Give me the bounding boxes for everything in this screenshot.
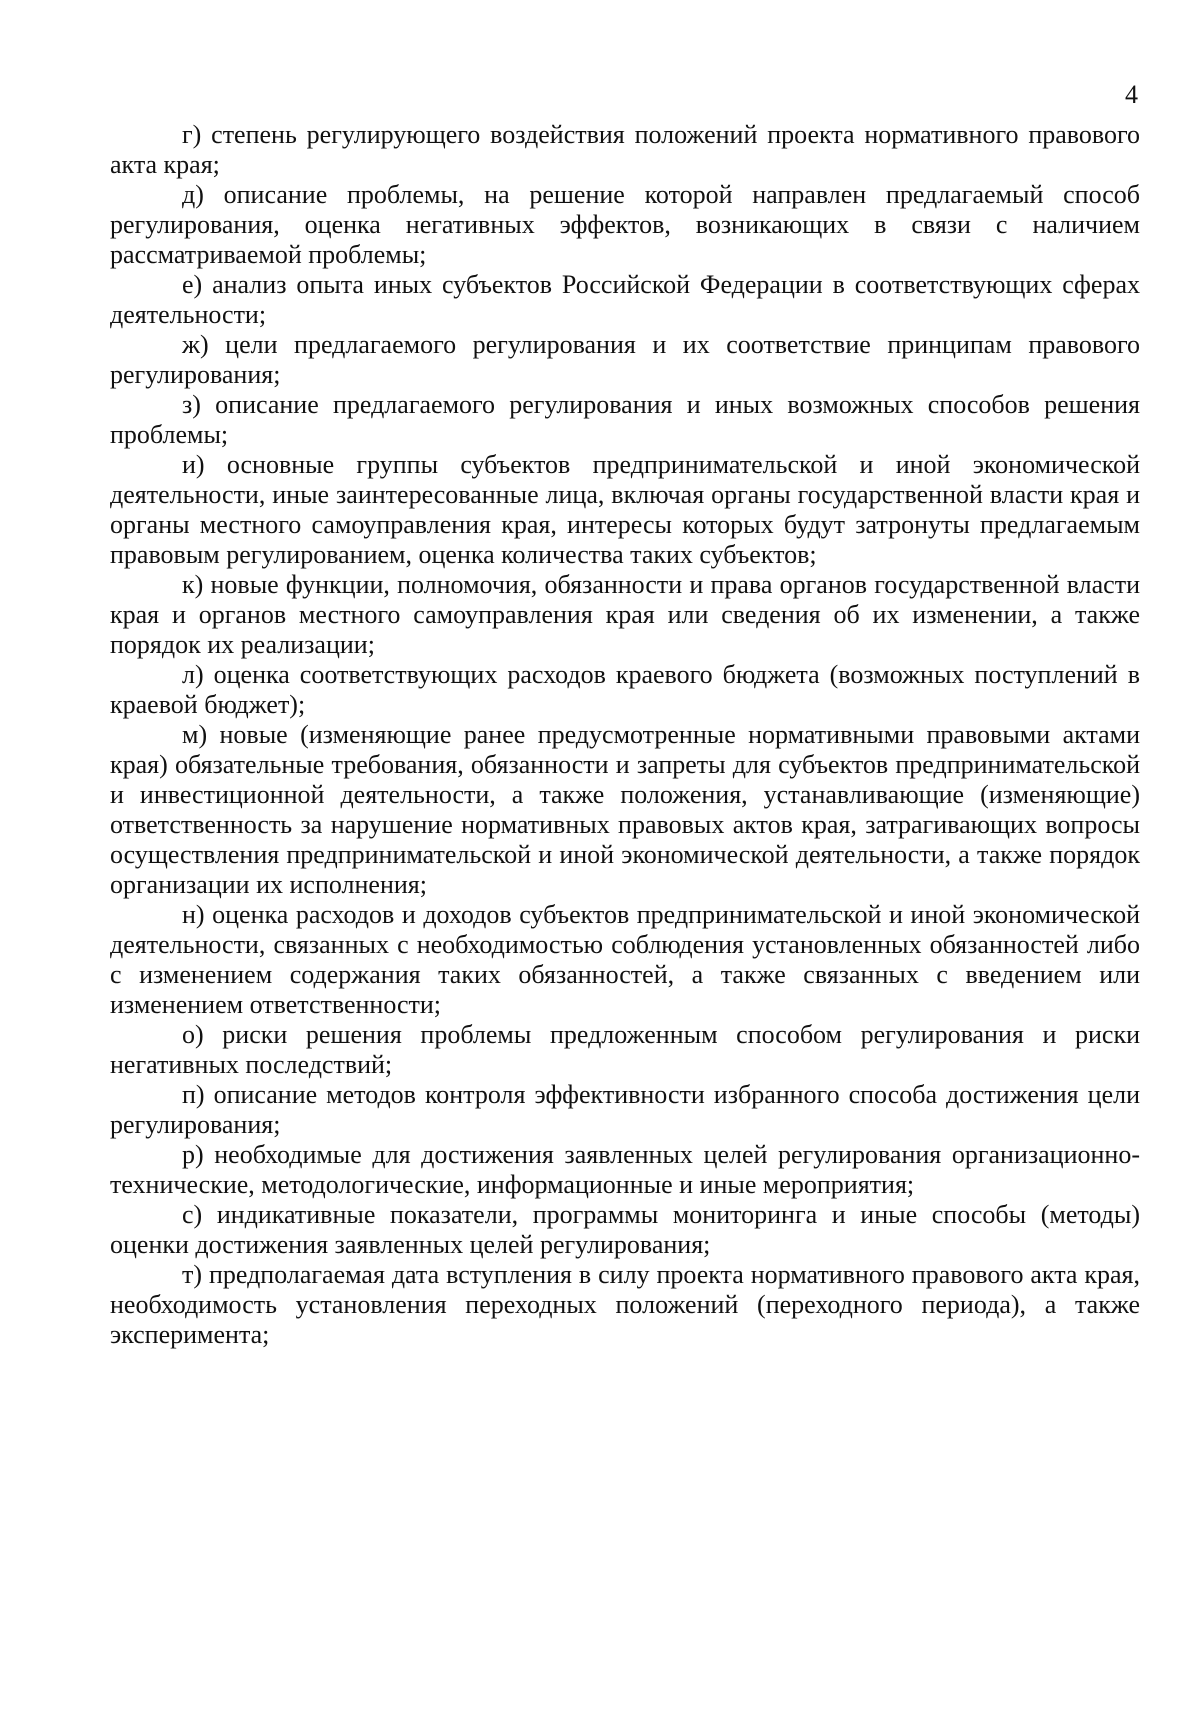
paragraph-i: и) основные группы субъектов предпринимательской и иной экономической деятельности, иные заинтересованные лица, включая органы государственной власти края и органы местного самоуправления края, интересы которых будут затронуты предлагаемым правовым регулированием, оценка количества таких субъектов;: [110, 450, 1140, 569]
paragraph-n: н) оценка расходов и доходов субъектов предпринимательской и иной экономической деятельности, связанных с необходимостью соблюдения установленных обязанностей либо с изменением содержания таких обязанностей, а также связанных с введением или изменением ответственности;: [110, 900, 1140, 1019]
page-number: 4: [1125, 80, 1138, 109]
paragraph-p: п) описание методов контроля эффективности избранного способа достижения цели регулирования;: [110, 1080, 1140, 1139]
paragraph-z: з) описание предлагаемого регулирования и иных возможных способов решения проблемы;: [110, 390, 1140, 449]
paragraph-r: р) необходимые для достижения заявленных целей регулирования организационно-технические, методологические, информационные и иные мероприятия;: [110, 1140, 1140, 1199]
paragraph-g: г) степень регулирующего воздействия положений проекта нормативного правового акта края;: [110, 120, 1140, 179]
paragraph-l: л) оценка соответствующих расходов краевого бюджета (возможных поступлений в краевой бюджет);: [110, 660, 1140, 719]
paragraph-m: м) новые (изменяющие ранее предусмотренные нормативными правовыми актами края) обязательные требования, обязанности и запреты для субъектов предпринимательской и инвестиционной деятельности, а также положения, устанавливающие (изменяющие) ответственность за нарушение нормативных правовых актов края, затрагивающих вопросы осуществления предпринимательской и иной экономической деятельности, а также порядок организации их исполнения;: [110, 720, 1140, 899]
paragraph-t: т) предполагаемая дата вступления в силу проекта нормативного правового акта края, необходимость установления переходных положений (переходного периода), а также эксперимента;: [110, 1260, 1140, 1349]
paragraph-s: с) индикативные показатели, программы мониторинга и иные способы (методы) оценки достижения заявленных целей регулирования;: [110, 1200, 1140, 1259]
paragraph-zh: ж) цели предлагаемого регулирования и их соответствие принципам правового регулирования;: [110, 330, 1140, 389]
paragraph-d: д) описание проблемы, на решение которой направлен предлагаемый способ регулирования, оценка негативных эффектов, возникающих в связи с наличием рассматриваемой проблемы;: [110, 180, 1140, 269]
paragraph-k: к) новые функции, полномочия, обязанности и права органов государственной власти края и органов местного самоуправления края или сведения об их изменении, а также порядок их реализации;: [110, 570, 1140, 659]
paragraph-o: о) риски решения проблемы предложенным способом регулирования и риски негативных последствий;: [110, 1020, 1140, 1079]
paragraph-e: е) анализ опыта иных субъектов Российской Федерации в соответствующих сферах деятельности;: [110, 270, 1140, 329]
document-body: [110, 120, 1140, 1350]
